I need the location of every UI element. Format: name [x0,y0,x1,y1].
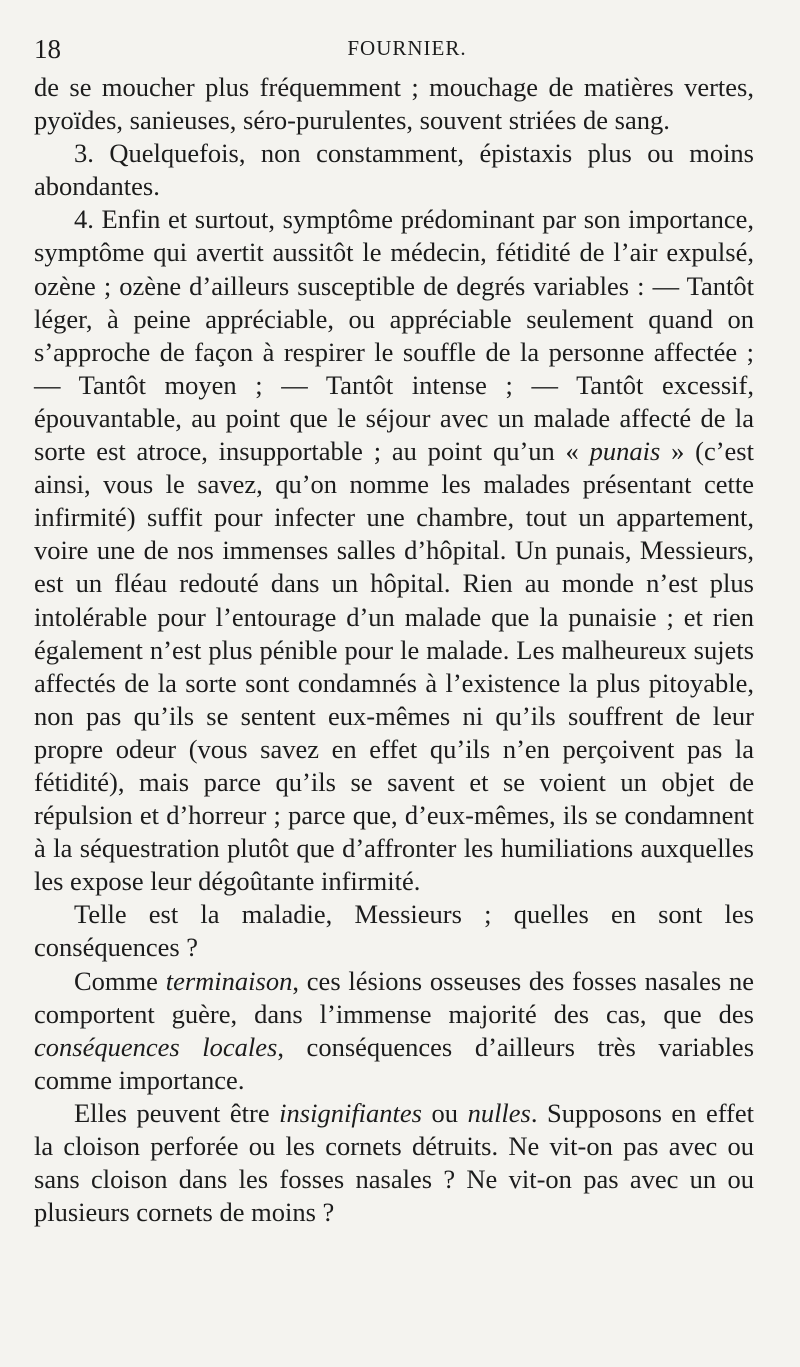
text-run: , conséquences d’ailleurs très variables comme importance. [34,1031,755,1095]
paragraph-2 [34,137,754,203]
text-run: 4. Enfin et surtout, symptôme prédominant par son importance, symptôme qui avertit aussitôt le médecin, fétidité de l’air expulsé, ozène ; ozène d’ailleurs susceptible de degrés variables : — Tantôt léger, à peine appréciable, ou appréciable seulement quand on s’approche de façon à respirer le souffle de la personne affectée ; — Tantôt moyen ; — Tantôt intense ; — Tantôt excessif, épouvantable, au point que le séjour avec un malade affecté de la sorte est atroce, insupportable ; au point qu’un « [34,204,754,467]
text-body [34,71,754,1229]
paragraph-3 [34,203,754,898]
running-head: FOURNIER. [347,36,467,60]
text-run: . Supposons en effet la cloison perforée ou les cornets détruits. Ne vit-on pas avec ou sans cloison dans les fosses nasales ? Ne vit-on pas avec un ou plusieurs cornets de moins ? [34,1097,755,1228]
italic-term: punais [589,436,661,467]
paragraph-4 [34,898,754,964]
text-run: de se moucher plus fréquemment ; mouchage de matières vertes, pyoïdes, sanieuses, séro-purulentes, souvent striées de sang. [34,72,754,136]
paragraph-1 [34,71,754,137]
italic-term: terminaison [165,965,293,996]
page-header [34,34,780,64]
paragraph-6 [34,1097,754,1229]
italic-term: insignifiantes [279,1097,422,1128]
text-run: Telle est la maladie, Messieurs ; quelles en sont les conséquences ? [34,899,754,963]
text-run: » (c’est ainsi, vous le savez, qu’on nomme les malades présentant cette infirmité) suffit pour infecter une chambre, tout un appartement, voire une de nos immenses salles d’hôpital. Un punais, Messieurs, est un fléau redouté dans un hôpital. Rien au monde n’est plus intolérable pour l’entourage d’un malade que la punaisie ; et rien également n’est plus pénible pour le malade. Les malheureux sujets affectés de la sorte sont condamnés à l’existence la plus pitoyable, non pas qu’ils se sentent eux-mêmes ni qu’ils souffrent de leur propre odeur (vous savez en effet qu’ils n’en perçoivent pas la fétidité), mais parce qu’ils se savent et se voient un objet de répulsion et d’horreur ; parce que, d’eux-mêmes, ils se condamnent à la séquestration plutôt que d’affronter les humiliations auxquelles les expose leur dégoûtante infirmité. [34,436,754,897]
text-run: Elles peuvent être [74,1097,280,1128]
text-run: , ces lésions osseuses des fosses nasales ne comportent guère, dans l’immense majorité des cas, que des [34,965,754,1029]
text-run: 3. Quelquefois, non constamment, épistaxis plus ou moins abondantes. [34,138,754,202]
text-run: Comme [74,965,166,996]
paragraph-5 [34,965,754,1097]
text-run: ou [422,1097,468,1128]
italic-term: conséquences locales [34,1031,278,1062]
page-number: 18 [34,34,61,64]
italic-term: nulles [467,1097,531,1128]
